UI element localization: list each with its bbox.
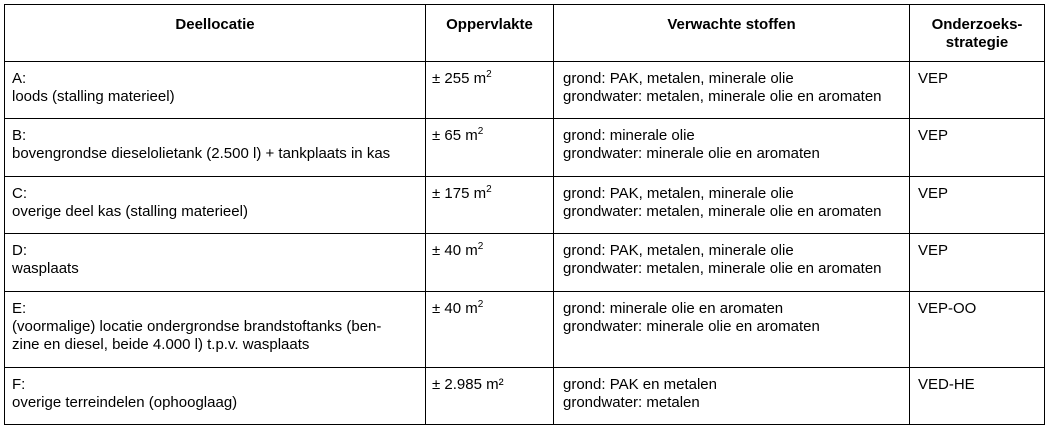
cell-oppervlakte <box>426 368 554 425</box>
area-superscript: 2 <box>477 126 484 137</box>
substance-groundwater: grondwater: minerale olie en aromaten <box>563 318 820 335</box>
cell-oppervlakte <box>426 62 554 119</box>
cell-verwachte-stoffen <box>554 292 910 368</box>
header-strategy-line1: Onderzoeks- <box>931 16 1023 33</box>
cell-oppervlakte <box>426 177 554 234</box>
location-description: wasplaats <box>12 260 79 277</box>
cell-deellocatie <box>5 62 426 119</box>
cell-strategie: VEP <box>910 234 1045 292</box>
substance-soil: grond: PAK, metalen, minerale olie <box>563 185 794 202</box>
location-code: F: <box>12 376 26 393</box>
investigation-table <box>4 4 1045 425</box>
cell-deellocatie <box>5 292 426 368</box>
area-value: ± 2.985 m² <box>432 376 504 393</box>
substance-groundwater: grondwater: metalen, minerale olie en aromaten <box>563 88 882 105</box>
substance-groundwater: grondwater: metalen, minerale olie en aromaten <box>563 260 882 277</box>
substance-soil: grond: minerale olie en aromaten <box>563 300 784 317</box>
cell-verwachte-stoffen <box>554 234 910 292</box>
cell-deellocatie <box>5 119 426 177</box>
cell-verwachte-stoffen <box>554 119 910 177</box>
substance-soil: grond: minerale olie <box>563 127 695 144</box>
cell-strategie: VED-HE <box>910 368 1045 425</box>
location-description: bovengrondse dieselolietank (2.500 l) + tankplaats in kas <box>12 145 391 162</box>
cell-verwachte-stoffen <box>554 62 910 119</box>
cell-strategie: VEP <box>910 119 1045 177</box>
cell-verwachte-stoffen <box>554 177 910 234</box>
header-deellocatie: Deellocatie <box>5 5 426 62</box>
cell-oppervlakte <box>426 119 554 177</box>
area-superscript: 2 <box>486 69 492 80</box>
cell-verwachte-stoffen <box>554 368 910 425</box>
table-row <box>5 292 1045 368</box>
location-description: (voormalige) locatie ondergrondse brandstoftanks (ben- <box>12 318 382 335</box>
area-superscript: 2 <box>477 299 484 310</box>
area-value: ± 65 m <box>432 127 478 144</box>
substance-groundwater: grondwater: metalen <box>563 394 700 411</box>
area-value: ± 255 m <box>432 70 487 87</box>
table-row <box>5 177 1045 234</box>
substance-soil: grond: PAK, metalen, minerale olie <box>563 242 794 259</box>
location-code: A: <box>12 70 27 87</box>
substance-soil: grond: PAK, metalen, minerale olie <box>563 70 794 87</box>
substance-groundwater: grondwater: metalen, minerale olie en aromaten <box>563 203 882 220</box>
location-code: D: <box>12 242 27 259</box>
cell-oppervlakte <box>426 234 554 292</box>
table-row <box>5 234 1045 292</box>
table-row <box>5 368 1045 425</box>
header-row <box>5 5 1045 62</box>
substance-soil: grond: PAK en metalen <box>563 376 717 393</box>
area-superscript: 2 <box>486 184 492 195</box>
cell-deellocatie <box>5 177 426 234</box>
header-verwachte-stoffen: Verwachte stoffen <box>554 5 910 62</box>
header-oppervlakte: Oppervlakte <box>426 5 554 62</box>
header-onderzoeksstrategie <box>910 5 1045 62</box>
cell-strategie: VEP-OO <box>910 292 1045 368</box>
cell-oppervlakte <box>426 292 554 368</box>
cell-deellocatie <box>5 368 426 425</box>
cell-strategie: VEP <box>910 62 1045 119</box>
location-description: overige deel kas (stalling materieel) <box>12 203 248 220</box>
header-strategy-line2: strategie <box>945 34 1009 51</box>
area-value: ± 175 m <box>432 185 487 202</box>
location-code: E: <box>12 300 27 317</box>
table-row <box>5 119 1045 177</box>
location-description: loods (stalling materieel) <box>12 88 175 105</box>
area-superscript: 2 <box>477 241 484 252</box>
location-description: overige terreindelen (ophooglaag) <box>12 394 238 411</box>
cell-strategie: VEP <box>910 177 1045 234</box>
location-code: C: <box>12 185 27 202</box>
substance-groundwater: grondwater: minerale olie en aromaten <box>563 145 820 162</box>
area-value: ± 40 m <box>432 242 478 259</box>
location-code: B: <box>12 127 27 144</box>
table-row <box>5 62 1045 119</box>
location-description: zine en diesel, beide 4.000 l) t.p.v. wasplaats <box>12 336 310 353</box>
area-value: ± 40 m <box>432 300 478 317</box>
cell-deellocatie <box>5 234 426 292</box>
